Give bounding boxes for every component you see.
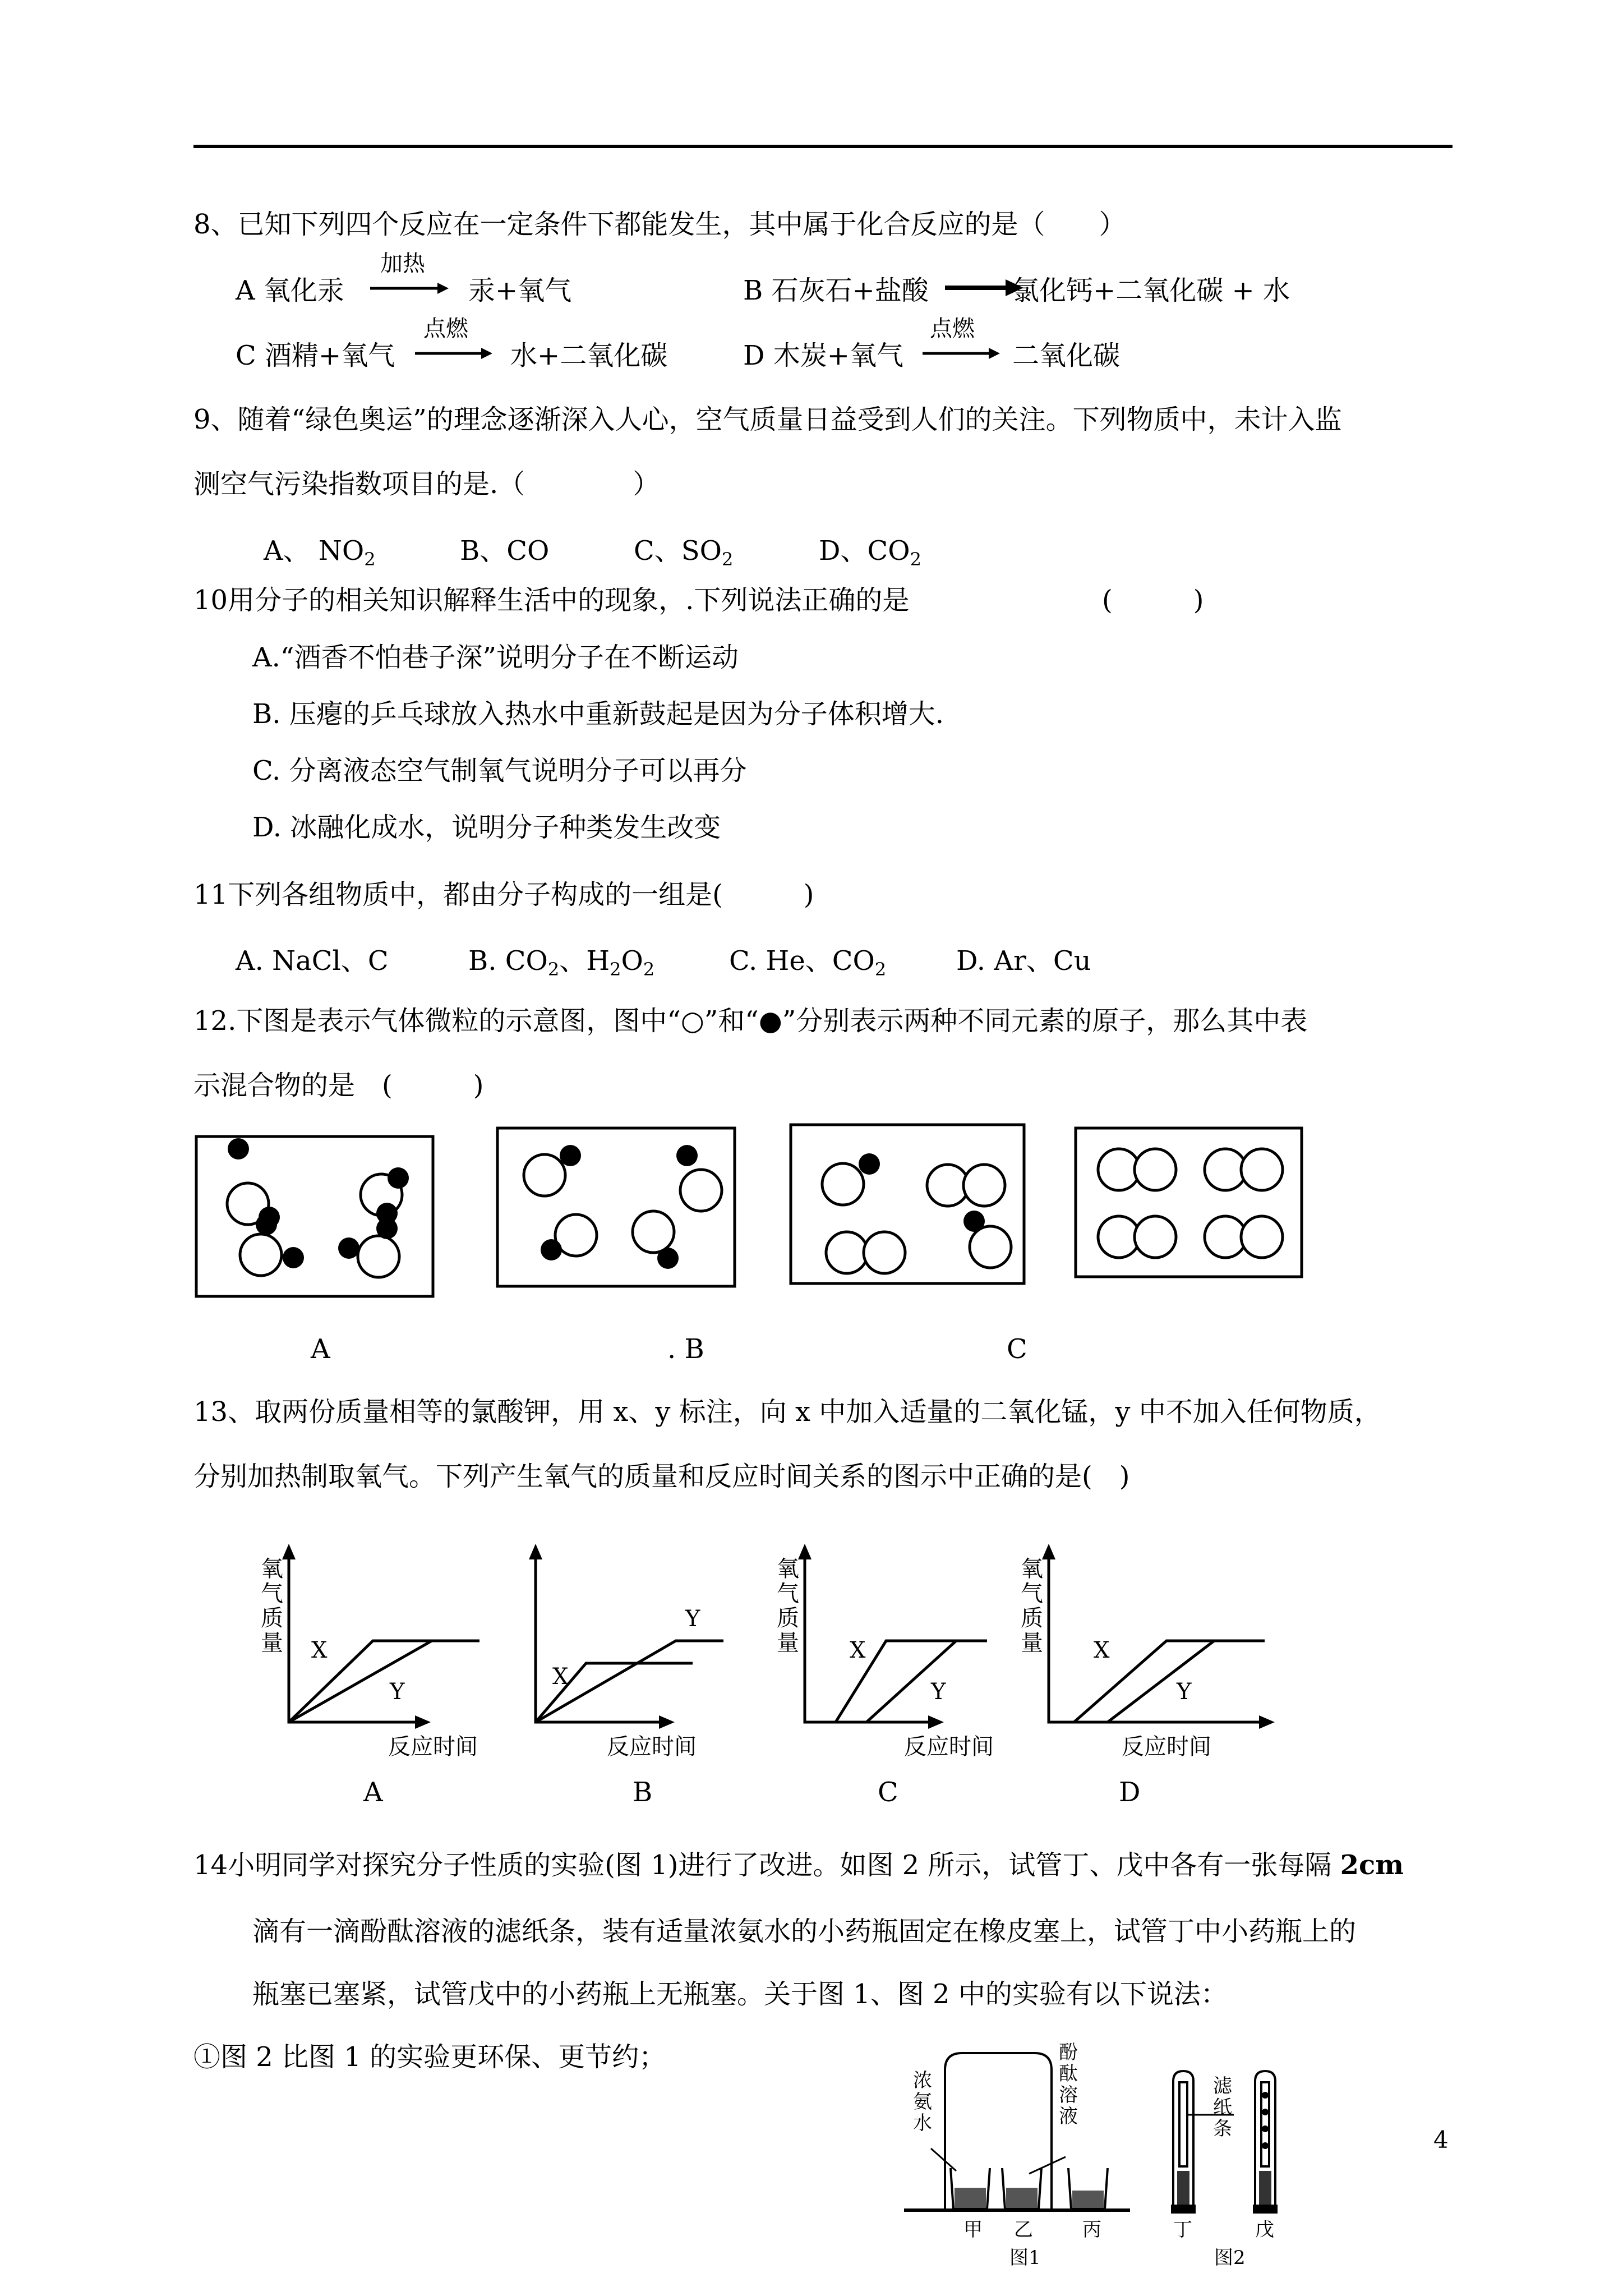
graph-d-x-series: X: [1094, 1637, 1110, 1663]
q11-option-a: A. NaCl、C: [236, 945, 389, 977]
q11-stem: 11下列各组物质中，都由分子构成的一组是( ): [193, 879, 814, 910]
label-ding: 丁: [1173, 2219, 1192, 2241]
label-wu: 戊: [1255, 2219, 1274, 2241]
q8-a-condition: 加热: [380, 251, 425, 277]
q9-line1: 9、随着“绿色奥运”的理念逐渐深入人心，空气质量日益受到人们的关注。下列物质中，未计入监: [193, 404, 1342, 435]
graph-c-xlabel: 反应时间: [904, 1734, 994, 1760]
q10-option-a: A.“酒香不怕巷子深”说明分子在不断运动: [252, 642, 739, 673]
graph-d-xlabel: 反应时间: [1122, 1734, 1211, 1760]
graph-b-x-series: X: [552, 1664, 569, 1690]
q10-option-c: C. 分离液态空气制氧气说明分子可以再分: [252, 755, 747, 786]
q8-c-condition: 点燃: [423, 316, 468, 342]
q10-option-d: D. 冰融化成水，说明分子种类发生改变: [252, 812, 721, 843]
q8-option-d: D 木炭+氧气: [743, 340, 903, 371]
graph-a-option: A: [363, 1777, 383, 1808]
graph-d-y-series: Y: [1177, 1679, 1192, 1705]
q12-label-a: A: [311, 1333, 330, 1365]
q8-c-product: 水+二氧化碳: [510, 340, 668, 371]
q8-d-product: 二氧化碳: [1012, 340, 1121, 371]
q11-option-d: D. Ar、Cu: [956, 945, 1091, 977]
graph-a-y-series: Y: [390, 1679, 405, 1705]
q11-option-b: B. $CO_2$、$H_2O_2$: [468, 945, 655, 980]
q8-stem: 8、已知下列四个反应在一定条件下都能发生，其中属于化合反应的是（ ）: [193, 209, 1126, 240]
q14-item1: ①图 2 比图 1 的实验更环保、更节约；: [193, 2041, 666, 2073]
q12-label-c: C: [1007, 1333, 1027, 1365]
graph-c-x-series: X: [850, 1637, 866, 1663]
label-figure-2: 图2: [1214, 2247, 1246, 2269]
q11-option-c: C. He、$CO_2$: [729, 945, 887, 980]
q12-line2: 示混合物的是 ( ): [193, 1070, 484, 1101]
q13-line2: 分别加热制取氧气。下列产生氧气的质量和反应时间关系的图示中正确的是( ): [193, 1461, 1130, 1492]
q10-answer-paren: ( ): [1102, 585, 1204, 616]
q10-option-b: B. 压瘪的乒乓球放入热水中重新鼓起是因为分子体积增大.: [252, 698, 944, 730]
q12-line1: 12.下图是表示气体微粒的示意图，图中“○”和“●”分别表示两种不同元素的原子，那么其中表: [193, 1005, 1308, 1037]
q10-stem: 10用分子的相关知识解释生活中的现象，.下列说法正确的是: [193, 585, 910, 616]
graph-b-y-series: Y: [685, 1606, 700, 1632]
graph-a-xlabel: 反应时间: [388, 1734, 478, 1760]
q8-option-a: A 氧化汞: [236, 275, 344, 306]
q14-line1: 14小明同学对探究分子性质的实验(图 1)进行了改进。如图 2 所示，试管丁、戊中各有一张每隔 2cm: [193, 1849, 1404, 1881]
q8-b-product: 氯化钙+二氧化碳 + 水: [1012, 275, 1290, 306]
graph-a-x-series: X: [311, 1637, 328, 1663]
q9-option-c: C、$SO_2$: [634, 535, 734, 570]
graph-b-option: B: [633, 1777, 653, 1808]
graph-c-option: C: [878, 1777, 898, 1808]
q9-option-a: A、 $NO_2$: [264, 535, 376, 570]
label-yi: 乙: [1014, 2219, 1033, 2241]
graph-a-ylabel: 氧 气 质 量: [261, 1556, 283, 1656]
page-number: 4: [1433, 2126, 1449, 2154]
q14-line3: 瓶塞已塞紧，试管戊中的小药瓶上无瓶塞。关于图 1、图 2 中的实验有以下说法：: [252, 1978, 1228, 2010]
label-phenolphthalein: 酚 酞 溶 液: [1059, 2041, 1078, 2128]
graph-d-ylabel: 氧 气 质 量: [1021, 1556, 1043, 1656]
graph-c-y-series: Y: [931, 1679, 946, 1705]
q8-option-b: B 石灰石+盐酸: [743, 275, 929, 306]
q9-line2: 测空气污染指数项目的是.（ ）: [193, 468, 660, 500]
graph-d-option: D: [1119, 1777, 1141, 1808]
label-bing: 丙: [1082, 2219, 1101, 2241]
q8-d-condition: 点燃: [930, 316, 975, 342]
label-jia: 甲: [963, 2219, 983, 2241]
graph-b-xlabel: 反应时间: [607, 1734, 697, 1760]
q13-line1: 13、取两份质量相等的氯酸钾，用 x、y 标注，向 x 中加入适量的二氧化锰，y 中不加入任何物质，: [193, 1396, 1381, 1428]
q12-label-b: . B: [667, 1333, 704, 1365]
q9-option-d: D、$CO_2$: [819, 535, 921, 570]
label-concentrated-ammonia: 浓 氨 水: [913, 2069, 932, 2134]
q14-line2: 滴有一滴酚酞溶液的滤纸条，装有适量浓氨水的小药瓶固定在橡皮塞上，试管丁中小药瓶上的: [252, 1916, 1357, 1947]
q8-option-c: C 酒精+氧气: [236, 340, 395, 371]
label-figure-1: 图1: [1009, 2247, 1041, 2269]
q8-a-product: 汞+氧气: [468, 275, 572, 306]
label-filter-strip: 滤 纸 条: [1213, 2075, 1232, 2140]
graph-c-ylabel: 氧 气 质 量: [777, 1556, 799, 1656]
q9-option-b: B、CO: [460, 535, 550, 567]
